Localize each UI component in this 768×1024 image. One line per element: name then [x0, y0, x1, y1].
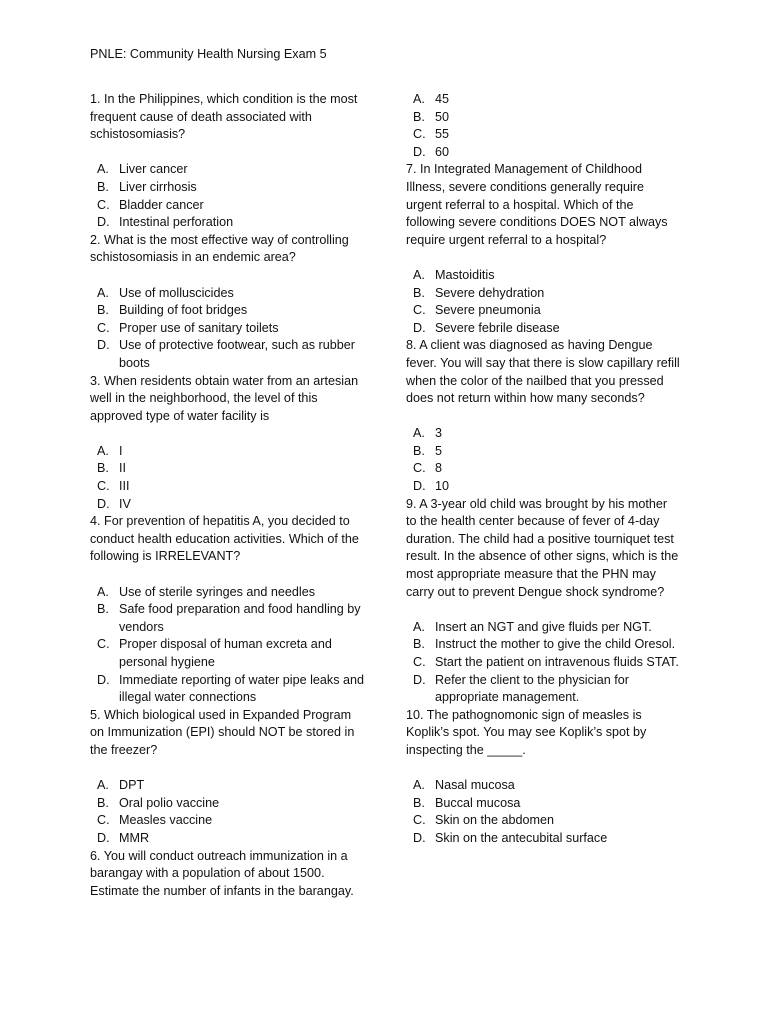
option	[97, 161, 365, 179]
option-letter: B.	[413, 285, 425, 300]
option-letter: B.	[413, 443, 425, 458]
question-8	[406, 337, 681, 495]
option-letter: D.	[413, 479, 426, 494]
question-text: 4. For prevention of hepatitis A, you decided to conduct health education activities. Which of the following is IRRELEVANT?	[90, 514, 359, 564]
options-list	[90, 443, 365, 513]
question-7	[406, 161, 681, 337]
option-text: I	[119, 443, 123, 458]
option-letter: C.	[97, 197, 110, 212]
options-list	[406, 619, 681, 707]
option	[97, 777, 365, 795]
page-title: PNLE: Community Health Nursing Exam 5	[90, 47, 327, 61]
option-letter: A.	[97, 162, 109, 177]
option-letter: D.	[97, 215, 110, 230]
option	[97, 584, 365, 602]
option-letter: C.	[413, 127, 426, 142]
option-letter: D.	[413, 830, 426, 845]
option-letter: C.	[97, 479, 110, 494]
option-text: Severe pneumonia	[435, 303, 541, 318]
option	[97, 214, 365, 232]
option-text: Buccal mucosa	[435, 795, 521, 810]
option-text: 5	[435, 443, 443, 458]
option-text: II	[119, 461, 126, 476]
option-letter: D.	[413, 672, 426, 687]
question-10	[406, 707, 681, 848]
option-letter: C.	[97, 320, 110, 335]
option-text: Liver cirrhosis	[119, 179, 197, 194]
option	[413, 285, 681, 303]
question-text: 1. In the Philippines, which condition is the most frequent cause of death associated with schistosomiasis?	[90, 92, 358, 142]
option-text: Intestinal perforation	[119, 215, 234, 230]
option-text: Nasal mucosa	[435, 778, 515, 793]
option-letter: C.	[413, 461, 426, 476]
option-letter: B.	[97, 461, 109, 476]
option-letter: B.	[97, 795, 109, 810]
option-letter: A.	[413, 619, 425, 634]
option-text: Use of protective footwear, such as rubber boots	[119, 338, 355, 370]
option	[413, 777, 681, 795]
option	[97, 830, 365, 848]
option-text: Oral polio vaccine	[119, 795, 220, 810]
option-text: III	[119, 479, 130, 494]
option-letter: C.	[97, 813, 110, 828]
option	[97, 320, 365, 338]
options-list	[406, 267, 681, 337]
option-text: 45	[435, 92, 450, 106]
option-letter: D.	[97, 496, 110, 511]
options-list	[406, 777, 681, 847]
option-letter: B.	[413, 109, 425, 124]
option	[97, 496, 365, 514]
option-text: Use of sterile syringes and needles	[119, 584, 316, 599]
option-text: Severe febrile disease	[435, 320, 560, 335]
question-text: 7. In Integrated Management of Childhood Illness, severe conditions generally require urgent referral to a hospital. Which of the following severe conditions DOES NOT always require urgent referral to a hospital?	[406, 162, 668, 247]
option	[97, 179, 365, 197]
option	[97, 302, 365, 320]
option	[413, 320, 681, 338]
option	[413, 830, 681, 848]
option	[97, 337, 365, 372]
question-text: 5. Which biological used in Expanded Program on Immunization (EPI) should NOT be stored in the freezer?	[90, 707, 355, 757]
question-1	[90, 91, 365, 232]
option	[413, 812, 681, 830]
option	[97, 197, 365, 215]
option-text: Skin on the antecubital surface	[435, 830, 608, 845]
question-2	[90, 232, 365, 373]
option	[97, 795, 365, 813]
option-text: Safe food preparation and food handling by vendors	[119, 602, 361, 634]
option	[97, 443, 365, 461]
option-text: 3	[435, 426, 443, 441]
option-letter: D.	[97, 830, 110, 845]
option-text: Liver cancer	[119, 162, 188, 177]
option-letter: B.	[413, 795, 425, 810]
question-text: 2. What is the most effective way of controlling schistosomiasis in an endemic area?	[90, 232, 349, 265]
option-letter: B.	[413, 637, 425, 652]
question-5	[90, 707, 365, 848]
option	[413, 654, 681, 672]
option-letter: B.	[97, 602, 109, 617]
question-6	[90, 848, 365, 901]
option-text: Bladder cancer	[119, 197, 204, 212]
option-text: Use of molluscicides	[119, 285, 234, 300]
option	[413, 91, 681, 109]
option	[97, 672, 365, 707]
option-letter: A.	[97, 443, 109, 458]
option-letter: A.	[97, 285, 109, 300]
option	[97, 812, 365, 830]
question-text: 9. A 3-year old child was brought by his mother to the health center because of fever of 4-day duration. The child had a positive tourniquet test result. In the absence of other signs, which is the most appropriate measure that the PHN may carry out to prevent Dengue shock syndrome?	[406, 496, 679, 599]
option	[413, 795, 681, 813]
option	[413, 109, 681, 127]
option-text: Proper use of sanitary toilets	[119, 320, 279, 335]
option-letter: C.	[413, 813, 426, 828]
option-text: 8	[435, 461, 443, 476]
option	[97, 285, 365, 303]
option-text: MMR	[119, 830, 150, 845]
option	[413, 619, 681, 637]
question-text: 3. When residents obtain water from an artesian well in the neighborhood, the level of this approved type of water facility is	[90, 373, 359, 423]
question-6-options	[406, 91, 681, 161]
option-letter: A.	[413, 267, 425, 282]
options-list	[90, 285, 365, 373]
option	[413, 267, 681, 285]
option-letter: A.	[97, 778, 109, 793]
option-letter: C.	[413, 655, 426, 669]
option	[97, 601, 365, 636]
option-letter: D.	[97, 672, 110, 687]
option-text: 60	[435, 144, 450, 159]
option-text: Proper disposal of human excreta and personal hygiene	[119, 637, 332, 669]
option-letter: A.	[97, 584, 109, 599]
option-text: 50	[435, 109, 450, 124]
option-letter: B.	[97, 303, 109, 318]
option-letter: A.	[413, 426, 425, 441]
option-text: IV	[119, 496, 131, 511]
option	[413, 636, 681, 654]
option	[413, 478, 681, 496]
option-letter: A.	[413, 92, 425, 106]
option	[413, 672, 681, 707]
option-letter: D.	[97, 338, 110, 353]
option	[413, 443, 681, 461]
right-column	[406, 91, 681, 848]
option-text: Measles vaccine	[119, 813, 213, 828]
option	[97, 636, 365, 671]
option	[413, 460, 681, 478]
option	[413, 425, 681, 443]
question-text: 10. The pathognomonic sign of measles is Koplik’s spot. You may see Koplik’s spot by inspecting the _____.	[406, 707, 647, 757]
question-text: 6. You will conduct outreach immunization in a barangay with a population of about 1500. Estimate the number of infants in the barangay.	[90, 848, 354, 898]
option-text: Severe dehydration	[435, 285, 545, 300]
question-9	[406, 496, 681, 707]
options-list	[406, 425, 681, 495]
option-text: Mastoiditis	[435, 267, 495, 282]
option	[413, 126, 681, 144]
left-column	[90, 91, 365, 900]
option-letter: D.	[413, 320, 426, 335]
options-list	[90, 777, 365, 847]
option-letter: D.	[413, 144, 426, 159]
option-text: 10	[435, 479, 450, 494]
options-list	[90, 161, 365, 231]
option-text: Refer the client to the physician for appropriate management.	[435, 672, 629, 705]
option-text: Immediate reporting of water pipe leaks and illegal water connections	[119, 672, 365, 705]
option-text: Start the patient on intravenous fluids STAT.	[435, 655, 679, 669]
question-text: 8. A client was diagnosed as having Dengue fever. You will say that there is slow capillary refill when the color of the nailbed that you pressed does not return within how many seconds?	[406, 338, 680, 406]
option-letter: A.	[413, 778, 425, 793]
option-letter: B.	[97, 179, 109, 194]
option-text: Instruct the mother to give the child Oresol.	[435, 637, 676, 652]
option-text: Skin on the abdomen	[435, 813, 555, 828]
option-text: Insert an NGT and give fluids per NGT.	[435, 619, 652, 634]
option	[97, 478, 365, 496]
option-text: 55	[435, 127, 450, 142]
option-text: Building of foot bridges	[119, 303, 248, 318]
options-list	[90, 584, 365, 707]
option	[413, 144, 681, 162]
option-letter: C.	[97, 637, 110, 652]
option	[413, 302, 681, 320]
option-letter: C.	[413, 303, 426, 318]
question-3	[90, 373, 365, 514]
option	[97, 460, 365, 478]
question-4	[90, 513, 365, 707]
option-text: DPT	[119, 778, 145, 793]
